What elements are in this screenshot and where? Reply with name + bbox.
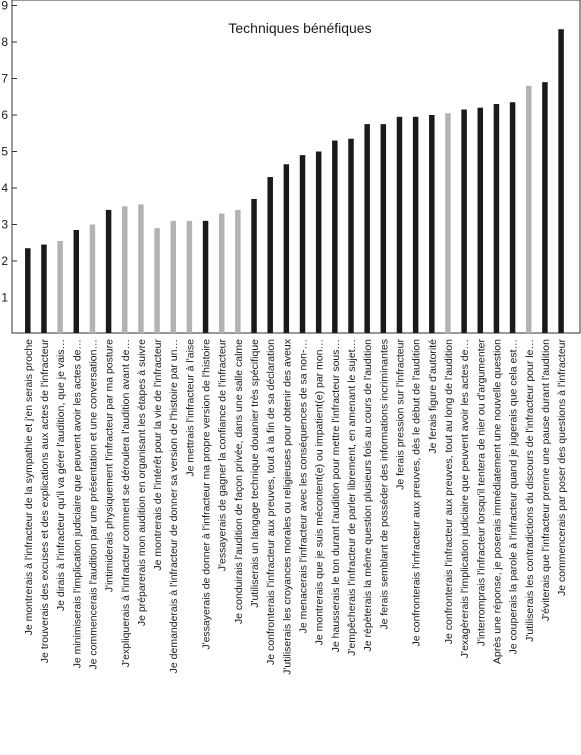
x-tick-label: Je confronterais l'infracteur aux preuves, tout à la fin de sa déclaration (265, 339, 278, 665)
x-tick-label: Je trouverais des excuses et des explications aux actes de l'infracteur (38, 339, 51, 664)
y-tick-label: 7 (1, 71, 8, 86)
x-tick-label: Je dirais à l'infracteur qu'il va gérer l'audition, que je vais… (55, 339, 68, 612)
y-tick-label: 3 (1, 217, 8, 232)
bar (332, 141, 338, 333)
bar (106, 210, 112, 333)
y-axis (1, 0, 17, 305)
bar (542, 82, 548, 333)
x-tick-label: J'utiliserais un langage technique douanier très spécifique (249, 339, 262, 608)
bar (413, 117, 419, 333)
bar (90, 225, 96, 334)
y-tick-label: 2 (1, 254, 8, 268)
y-tick-label: 4 (1, 181, 8, 195)
bar (478, 108, 484, 333)
bar (74, 230, 80, 333)
bar (510, 102, 515, 333)
y-tick-label: 5 (1, 144, 8, 159)
x-tick-label: Je commencerais par poser des questions à l'infracteur (556, 339, 569, 597)
bar (203, 221, 209, 333)
bar (154, 228, 160, 333)
bar (429, 115, 435, 333)
x-tick-label: J'interromprais l'infracteur lorsqu'il tentera de nier ou d'argumenter (475, 339, 488, 647)
bar-series (25, 29, 564, 333)
x-tick-label: Je demanderais à l'infracteur de donner sa version de l'histoire par un… (168, 339, 181, 674)
x-tick-label: Je montrerais de l'intérêt pour la vie de l'infracteur (152, 339, 165, 571)
x-tick-label: Je menacerais l'infracteur avec les conséquences de sa non-… (297, 339, 310, 634)
bar (397, 117, 403, 333)
chart-title: Techniques bénéfiques (228, 20, 372, 36)
y-tick-label: 8 (1, 35, 8, 49)
bar (494, 104, 500, 333)
x-tick-label: Je montrerais à l'infracteur de la sympathie et j'en serais proche (22, 339, 35, 636)
bar (170, 221, 176, 333)
x-tick-label: Après une réponse, je poserais immédiatement une nouvelle question (491, 339, 504, 665)
bar (558, 29, 564, 333)
x-tick-label: Je confronterais l'infracteur aux preuves, tout au long de l'audition (442, 339, 455, 645)
x-tick-label: Je confronterais l'infracteur aux preuves, dès le début de l'audition (410, 339, 423, 647)
x-tick-label: J'utiliserais les croyances morales ou religieuses pour obtenir des aveux (281, 339, 294, 675)
x-tick-label: Je montrerais que je suis mécontent(e) ou impatient(e) par mon… (313, 339, 326, 646)
x-tick-label: J'éviterais que l'infracteur prenne une pause durant l'audition (539, 339, 552, 622)
x-tick-label: J'exagèrerais l'implication judiciaire que peuvent avoir les actes de… (459, 339, 472, 659)
bar (41, 245, 47, 333)
bar (57, 241, 63, 333)
bar (219, 214, 225, 333)
bar (267, 177, 273, 333)
x-tick-label: J'empêcherais l'infracteur de parler librement, en amenant le sujet… (346, 339, 358, 656)
bar (122, 206, 128, 333)
y-tick-label: 9 (1, 0, 8, 13)
bar (300, 155, 306, 333)
x-tick-label: J'intimiderais physiquement l'infracteur par ma posture (103, 339, 116, 593)
bar (445, 113, 451, 333)
x-tick-label: Je commencerais l'audition par une présentation et une conversation… (87, 339, 100, 670)
bar (187, 221, 193, 333)
x-tick-label: J'essayerais de donner à l'infracteur ma propre version de l'histoire (200, 339, 213, 650)
x-tick-label: Je répèterais la même question plusieurs fois au cours de l'audition (362, 339, 375, 652)
x-tick-label: J'utiliserais les contradictions du discours de l'infracteur pour le… (523, 339, 536, 642)
bar (316, 152, 322, 334)
x-tick-label: Je ferais semblant de posséder des informations incriminantes (378, 339, 391, 630)
bar (25, 248, 31, 333)
bar (461, 110, 467, 333)
bar (251, 199, 256, 333)
x-tick-label: J'expliquerais à l'infracteur comment se déroulera l'audition avant de… (119, 339, 132, 668)
x-tick-label: Je couperais la parole à l'infracteur quand je jugerais que cela est… (507, 339, 520, 655)
x-tick-label: Je hausserais le ton durant l'audition pour mettre l'infracteur sous… (329, 339, 342, 653)
x-tick-label: Je ferais pression sur l'infracteur (394, 339, 407, 490)
y-tick-label: 6 (1, 108, 8, 122)
bar (364, 124, 370, 333)
bar (138, 204, 144, 333)
x-tick-label: Je minimiserais l'implication judiciaire que peuvent avoir les actes de… (71, 339, 84, 669)
bar (235, 210, 241, 333)
bar (348, 139, 354, 333)
x-tick-label: Je conduirais l'audition de façon privée, dans une salle calme (232, 339, 245, 625)
x-tick-label: Je ferais figure d'autorité (426, 339, 439, 454)
bar (526, 86, 532, 333)
x-tick-label: Je mettrais l'infracteur à l'aise (184, 339, 197, 477)
x-tick-label: J'essayerais de gagner la confiance de l'infracteur (216, 339, 229, 572)
y-tick-label: 1 (1, 290, 8, 305)
x-axis-labels (23, 338, 568, 675)
bar (381, 124, 387, 333)
x-tick-label: Je préparerais mon audition en organisant les étapes à suivre (135, 339, 148, 627)
bar (284, 164, 290, 333)
